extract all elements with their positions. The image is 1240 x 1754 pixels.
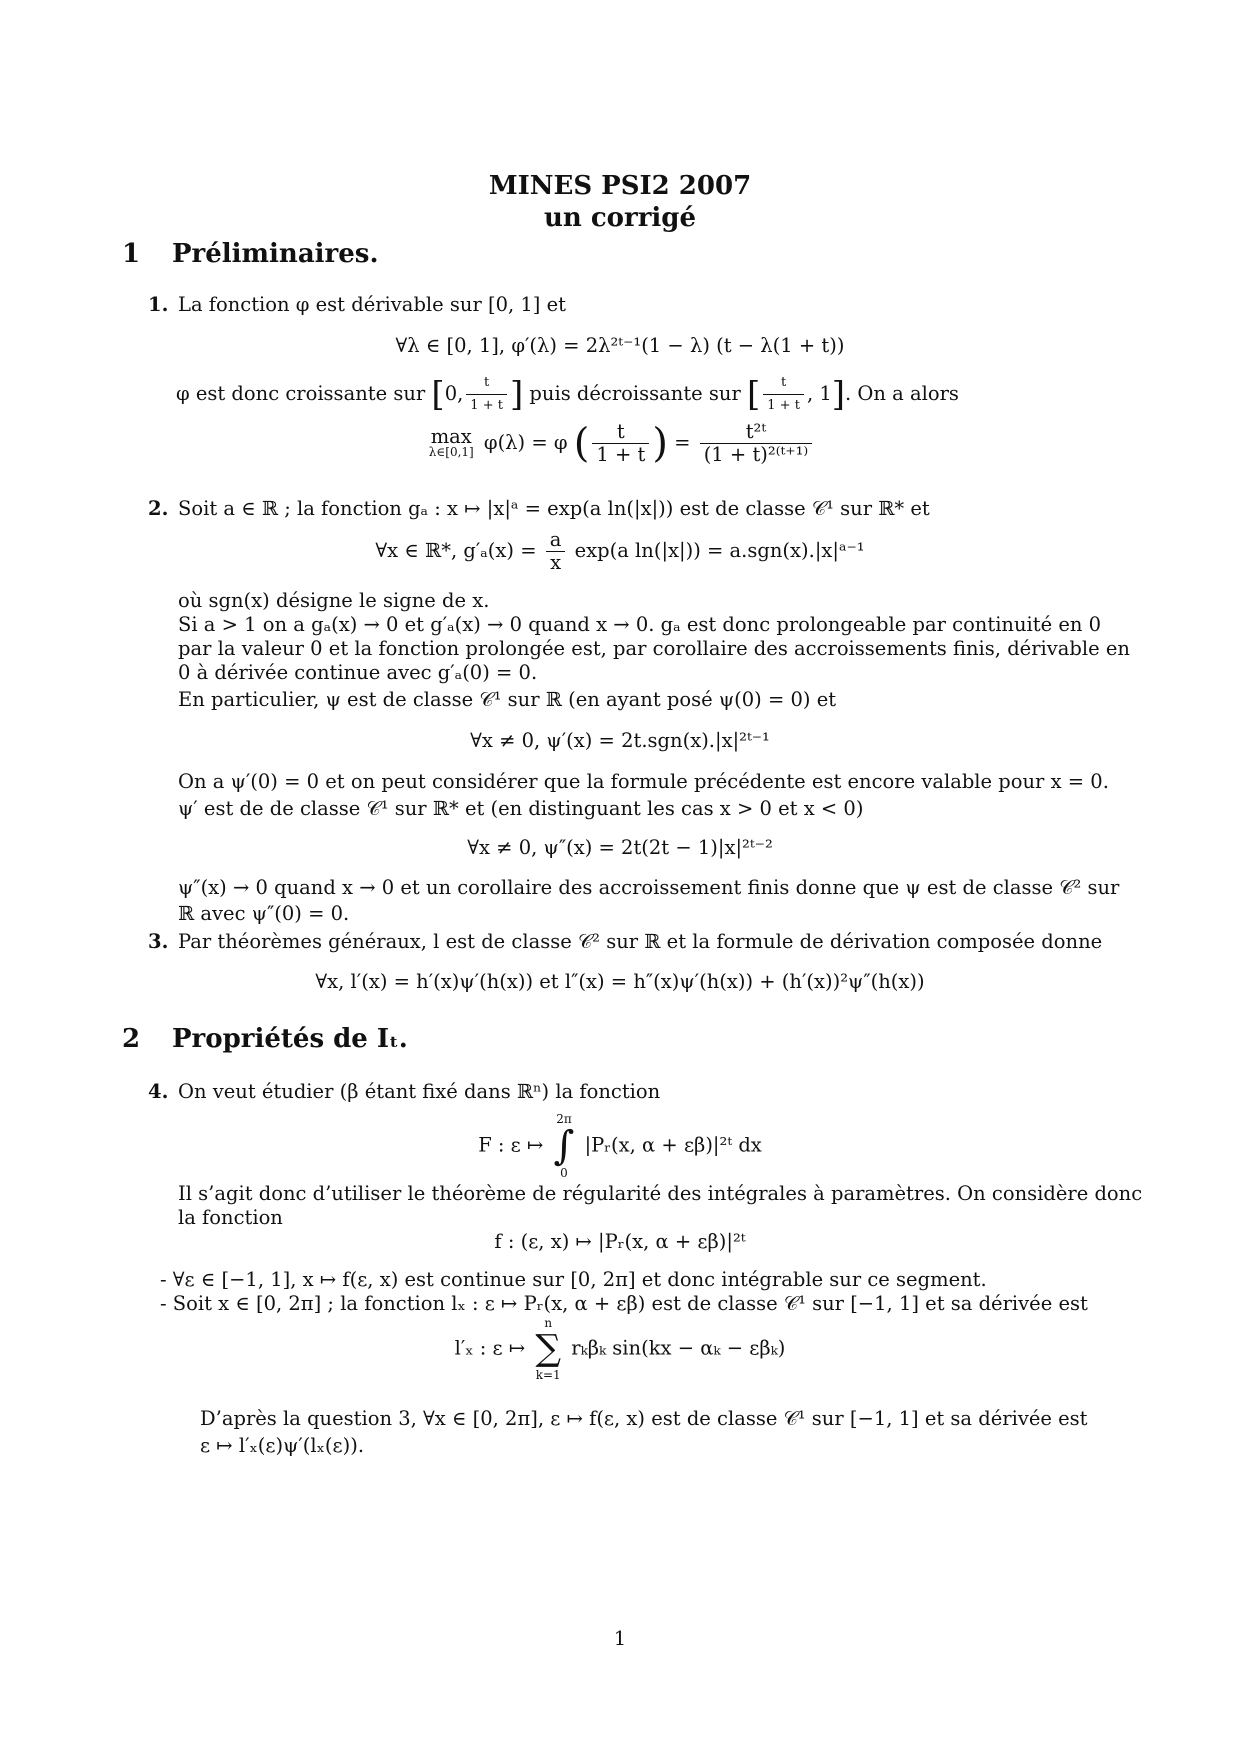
paragraph-text: φ est donc croissante sur — [176, 382, 426, 405]
equation-lx-derivative: l′ₓ : ε ↦ n ∑ k=1 rₖβₖ sin(kx − αₖ − εβₖ) — [454, 1316, 786, 1382]
fraction: $\frac{a}{x}$ — [546, 529, 566, 574]
equation-g-derivative: ∀x ∈ ℝ*, g′ₐ(x) = $\frac{a}{x}$ exp(a ln(|x|)) = a.sgn(x).|x|ᵃ⁻¹ — [375, 528, 865, 574]
section-heading-1 — [122, 240, 379, 268]
paragraph-line: Il s’agit donc d’utiliser le théorème de régularité des intégrales à paramètres. On considère donc — [178, 1182, 1143, 1205]
question-2-intro — [148, 495, 930, 523]
section-title: Préliminaires. — [172, 239, 379, 269]
paragraph-line: ψ′ est de de classe 𝒞¹ sur ℝ* et (en distinguant les cas x > 0 et x < 0) — [178, 797, 864, 820]
paragraph-line: par la valeur 0 et la fonction prolongée est, par corollaire des accroissements finis, dérivable en — [178, 637, 1130, 660]
document-subtitle: un corrigé — [543, 203, 697, 233]
max-operator: max λ∈[0,1] — [428, 424, 474, 459]
equation-f-definition: f : (ε, x) ↦ |Pᵣ(x, α + εβ)|²ᵗ — [494, 1230, 746, 1253]
paragraph-line: la fonction — [178, 1206, 283, 1229]
question-number: 1. — [148, 293, 169, 316]
question-3-intro — [148, 928, 1102, 956]
paragraph-line: où sgn(x) désigne le signe de x. — [178, 589, 490, 612]
paragraph-line: ℝ avec ψ″(0) = 0. — [178, 902, 350, 925]
question-1-intro — [148, 291, 566, 319]
section-title: Propriétés de Iₜ. — [172, 1024, 408, 1054]
question-number: 3. — [148, 930, 169, 953]
equation-psi-derivative: ∀x ≠ 0, ψ′(x) = 2t.sgn(x).|x|²ᵗ⁻¹ — [470, 729, 770, 752]
equation-phi-max: max λ∈[0,1] φ(λ) = φ ( $\frac{t}{1 + t}$ ) = $\frac{\text{t²ᵗ}}{\text{(1 + t)²⁽ᵗ⁺¹⁾}}$ — [0, 418, 1240, 469]
document-title: MINES PSI2 2007 — [488, 171, 752, 201]
section-number: 2 — [122, 1024, 141, 1054]
bullet-item: - Soit x ∈ [0, 2π] ; la fonction lₓ : ε ↦ Pᵣ(x, α + εβ) est de classe 𝒞¹ sur [−1, 1] et sa dérivée est — [160, 1292, 1088, 1315]
equation-l-derivatives: ∀x, l′(x) = h′(x)ψ′(h(x)) et l″(x) = h″(x)ψ′(h(x)) + (h′(x))²ψ″(h(x)) — [315, 970, 925, 993]
paragraph-text: . On a alors — [845, 382, 959, 405]
fraction: $\frac{t}{1 + t}$ — [763, 372, 804, 417]
fraction: $\frac{t}{1 + t}$ — [466, 372, 507, 417]
paragraph-line: On a ψ′(0) = 0 et on peut considérer que la formule précédente est encore valable pour x = 0. — [178, 770, 1109, 793]
paragraph-text: Par théorèmes généraux, l est de classe 𝒞² sur ℝ et la formule de dérivation composée donne — [178, 930, 1103, 953]
question-number: 4. — [148, 1080, 169, 1103]
paragraph-line: En particulier, ψ est de classe 𝒞¹ sur ℝ (en ayant posé ψ(0) = 0) et — [178, 688, 837, 711]
bullet-item: - ∀ε ∈ [−1, 1], x ↦ f(ε, x) est continue sur [0, 2π] et donc intégrable sur ce segment. — [160, 1268, 987, 1291]
question-4-intro — [148, 1078, 660, 1106]
paragraph-line: ψ″(x) → 0 quand x → 0 et un corollaire des accroissement finis donne que ψ est de classe 𝒞² sur — [178, 876, 1120, 899]
question-1-monotonicity: φ est donc croissante sur [0, $\frac{t}{1 + t}$ ] puis décroissante sur [ $\frac{t}{1 + t}$ , 1]. On a alors — [176, 370, 959, 419]
section-number: 1 — [122, 239, 141, 269]
document-title-block — [0, 170, 1240, 234]
equation-phi-derivative: ∀λ ∈ [0, 1], φ′(λ) = 2λ²ᵗ⁻¹(1 − λ) (t − λ(1 + t)) — [395, 334, 845, 357]
equation-F-integral: F : ε ↦ 2π ∫ 0 |Pᵣ(x, α + εβ)|²ᵗ dx — [478, 1112, 762, 1180]
paragraph-line: ε ↦ l′ₓ(ε)ψ′(lₓ(ε)). — [200, 1434, 365, 1457]
equation-psi-second-derivative: ∀x ≠ 0, ψ″(x) = 2t(2t − 1)|x|²ᵗ⁻² — [467, 836, 773, 859]
paragraph-line: Si a > 1 on a gₐ(x) → 0 et g′ₐ(x) → 0 quand x → 0. gₐ est donc prolongeable par continuité en 0 — [178, 613, 1102, 636]
fraction: $\frac{t}{1 + t}$ — [592, 421, 649, 466]
integral-operator: 2π ∫ 0 — [553, 1112, 575, 1180]
fraction: $\frac{\text{t²ᵗ}}{\text{(1 + t)²⁽ᵗ⁺¹⁾}}$ — [700, 421, 813, 466]
paragraph-line: D’après la question 3, ∀x ∈ [0, 2π], ε ↦ f(ε, x) est de classe 𝒞¹ sur [−1, 1] et sa dérivée est — [200, 1407, 1088, 1430]
paragraph-text: Soit a ∈ ℝ ; la fonction gₐ : x ↦ |x|ᵃ = exp(a ln(|x|)) est de classe 𝒞¹ sur ℝ* et — [178, 497, 930, 520]
paragraph-text: On veut étudier (β étant fixé dans ℝⁿ) la fonction — [178, 1080, 661, 1103]
page-number: 1 — [613, 1627, 627, 1650]
paragraph-text: La fonction φ est dérivable sur [0, 1] et — [178, 293, 566, 316]
section-heading-2 — [122, 1025, 408, 1053]
question-number: 2. — [148, 497, 169, 520]
paragraph-line: 0 à dérivée continue avec g′ₐ(0) = 0. — [178, 661, 538, 684]
sum-operator: n ∑ k=1 — [535, 1316, 562, 1382]
paragraph-text: puis décroissante sur — [529, 382, 741, 405]
